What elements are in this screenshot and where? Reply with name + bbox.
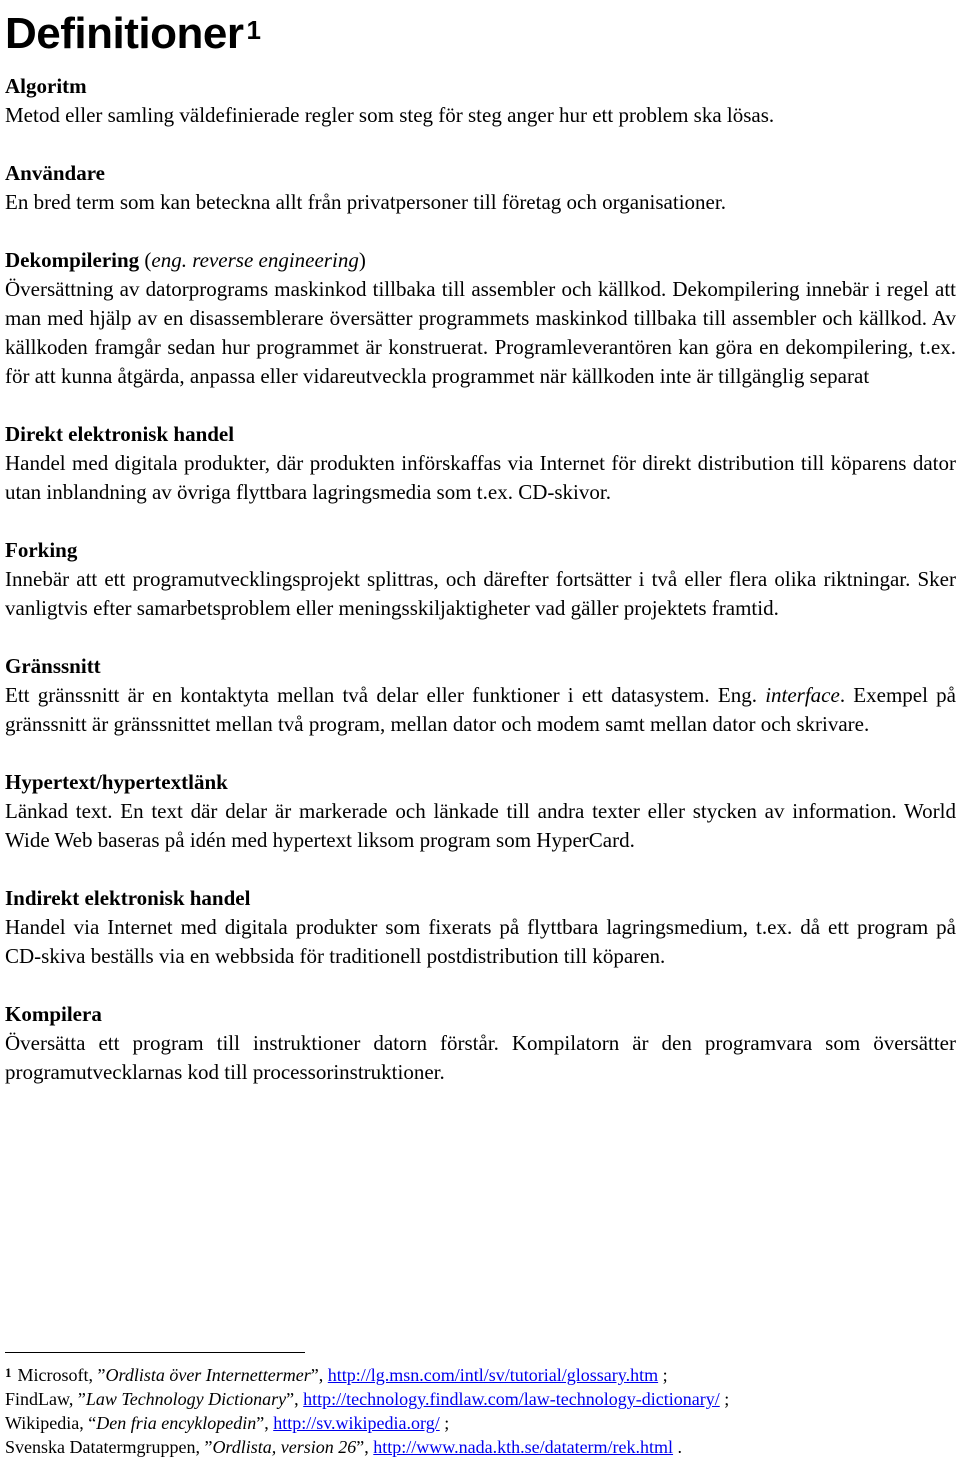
footnote-reference: 1 [246, 15, 261, 45]
term-note-close: ) [358, 248, 366, 272]
definition-text: Översätta ett program till instruktioner datorn förstår. Kompilatorn är den programvara som översätter programutvecklarnas kod till processorinstruktioner. [5, 1031, 956, 1084]
footnote-line [5, 1435, 956, 1459]
definition-text: Handel via Internet med digitala produkter som fixerats på flyttbara lagringsmedium, t.ex. då ett program på CD-skiva beställs via en webbsida för traditionell postdistribution till köparen. [5, 915, 956, 968]
definition-entry-granssnitt [5, 652, 956, 739]
footnote-source: Wikipedia, “ [5, 1413, 97, 1433]
definition-text: Handel med digitala produkter, där produkten införskaffas via Internet för direkt distribution till köparens dator utan inblandning av övriga flyttbara lagringsmedia som t.ex. CD-skivor. [5, 451, 956, 504]
term-heading: Forking [5, 538, 78, 562]
footnote-source: Svenska Datatermgruppen, ” [5, 1437, 213, 1457]
definition-text: En bred term som kan beteckna allt från privatpersoner till företag och organisationer. [5, 190, 726, 214]
footnote-line [5, 1411, 956, 1435]
definition-entry-indirekt-elektronisk-handel [5, 884, 956, 971]
definition-text-part: Ett gränssnitt är en kontaktyta mellan två delar eller funktioner i ett datasystem. Eng. [5, 683, 766, 707]
footnote-line [5, 1387, 956, 1411]
definition-text-part: . Exempel på gränssnitt är gränssnittet mellan två program, mellan dator och modem samt mellan dator och skrivare. [5, 683, 956, 736]
footnote-work-title: Den fria encyklopedin [96, 1413, 257, 1433]
page-title-text: Definitioner [5, 9, 244, 58]
page-title [5, 0, 956, 72]
footnote-link[interactable]: http://www.nada.kth.se/dataterm/rek.html [373, 1437, 674, 1457]
footnote-divider [5, 1352, 305, 1353]
footnote-work-title: Ordlista över Internettermer [105, 1365, 311, 1385]
footnote-separator: ”, [356, 1437, 374, 1457]
footnote-work-title: Law Technology Dictionary [85, 1389, 287, 1409]
definition-text: Innebär att ett programutvecklingsprojekt splittras, och därefter fortsätter i två eller flera olika riktningar. Sker vanligtvis efter samarbetsproblem eller meningsskiljaktigheter vad gäller projektets framtid. [5, 567, 956, 620]
definition-text: Länkad text. En text där delar är markerade och länkade till andra texter eller stycken av information. World Wide Web baseras på idén med hypertext liksom program som HyperCard. [5, 799, 956, 852]
term-heading: Direkt elektronisk handel [5, 422, 235, 446]
term-heading: Användare [5, 161, 105, 185]
definition-entry-anvandare [5, 159, 956, 217]
definition-entry-kompilera [5, 1000, 956, 1087]
term-heading: Gränssnitt [5, 654, 101, 678]
definition-entry-algoritm [5, 72, 956, 130]
term-note-open: ( [139, 248, 152, 272]
definition-text: Översättning av datorprograms maskinkod tillbaka till assembler och källkod. Dekompilering innebär i regel att man med hjälp av en disassemblerare översätter programmets maskinkod tillbaka till assembler och källkod. Av källkoden framgår sedan hur programmet är konstruerat. Programleverantören kan göra en dekompilering, t.ex. för att kunna åtgärda, anpassa eller vidareutveckla programmet när källkoden inte är tillgänglig separat [5, 277, 956, 388]
footnote-work-title: Ordlista, version 26 [212, 1437, 357, 1457]
term-heading: Hypertext/hypertextlänk [5, 770, 228, 794]
definition-entry-hypertext [5, 768, 956, 855]
footnote-link[interactable]: http://lg.msn.com/intl/sv/tutorial/glossary.htm [327, 1365, 659, 1385]
footnote-separator: ”, [310, 1365, 328, 1385]
term-heading: Indirekt elektronisk handel [5, 886, 251, 910]
footnote-link[interactable]: http://technology.findlaw.com/law-technology-dictionary/ [303, 1389, 720, 1409]
footnote-separator: ”, [286, 1389, 304, 1409]
footnote-separator: ”, [256, 1413, 274, 1433]
footnote-end: . [673, 1437, 683, 1457]
definition-entry-dekompilering [5, 246, 956, 391]
definition-text: Metod eller samling väldefinierade regler som steg för steg anger hur ett problem ska lösas. [5, 103, 775, 127]
footnote-marker: 1 [5, 1365, 12, 1380]
footnote-end: ; [439, 1413, 450, 1433]
term-heading-text: Dekompilering [5, 248, 140, 272]
footnote-end: ; [719, 1389, 730, 1409]
document-page [5, 0, 956, 1116]
footnote-source: Microsoft, ” [17, 1365, 106, 1385]
definition-text [5, 681, 956, 739]
footnote-source: FindLaw, ” [5, 1389, 86, 1409]
footnote-link[interactable]: http://sv.wikipedia.org/ [273, 1413, 440, 1433]
definition-entry-direkt-elektronisk-handel [5, 420, 956, 507]
footnotes-section [5, 1352, 956, 1459]
term-heading: Kompilera [5, 1002, 102, 1026]
definition-italic-term: interface [765, 683, 840, 707]
footnote-line [5, 1363, 956, 1387]
term-heading: Algoritm [5, 74, 87, 98]
term-note-english: eng. reverse engineering [151, 248, 359, 272]
definition-entry-forking [5, 536, 956, 623]
term-heading [5, 246, 956, 275]
footnote-end: ; [658, 1365, 668, 1385]
